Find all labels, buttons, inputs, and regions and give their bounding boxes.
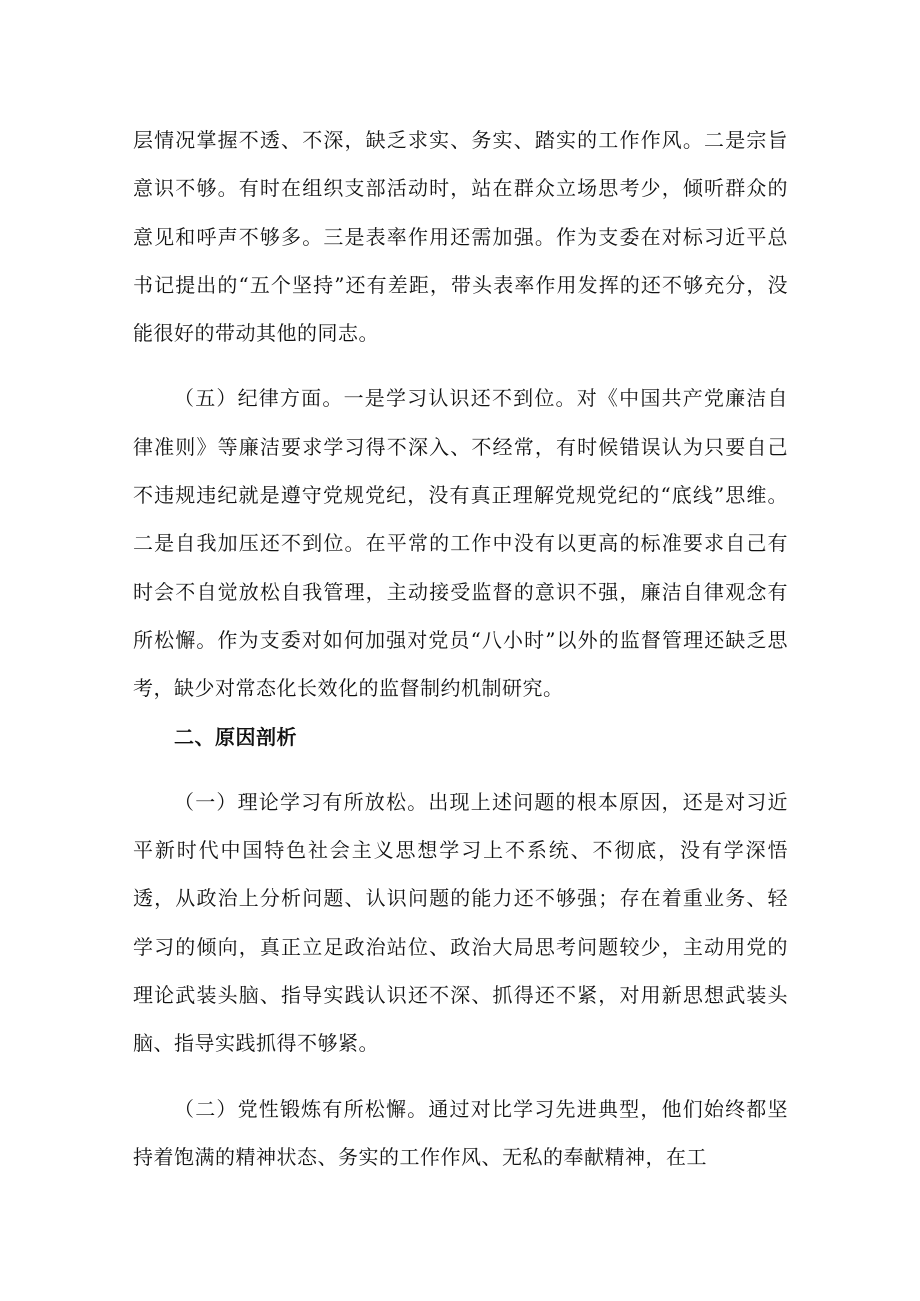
paragraph-continuation: 层情况掌握不透、不深，缺乏求实、务实、踏实的工作作风。二是宗旨意识不够。有时在组织支部活动时，站在群众立场思考少，倾听群众的意见和呼声不够多。三是表率作用还需加强。作为支委在对标习近平总书记提出的“五个坚持”还有差距，带头表率作用发挥的还不够充分，没能很好的带动其他的同志。 (133, 128, 788, 346)
paragraph-theory-study: （一）理论学习有所放松。出现上述问题的根本原因，还是对习近平新时代中国特色社会主义思想学习上不系统、不彻底，没有学深悟透，从政治上分析问题、认识问题的能力还不够强；存在着重业务、轻学习的倾向，真正立足政治站位、政治大局思考问题较少，主动用党的理论武装头脑、指导实践认识还不深、抓得还不紧，对用新思想武装头脑、指导实践抓得不够紧。 (133, 789, 788, 1056)
section-heading: 二、原因剖析 (174, 724, 297, 749)
paragraph-discipline: （五）纪律方面。一是学习认识还不到位。对《中国共产党廉洁自律准则》等廉洁要求学习得不深入、不经常，有时候错误认为只要自己不违规违纪就是遵守党规党纪，没有真正理解党规党纪的“底线”思维。二是自我加压还不到位。在平常的工作中没有以更高的标准要求自己有时会不自觉放松自我管理，主动接受监督的意识不强，廉洁自律观念有所松懈。作为支委对如何加强对党员“八小时”以外的监督管理还缺乏思考，缺少对常态化长效化的监督制约机制研究。 (133, 386, 788, 701)
paragraph-party-spirit: （二）党性锻炼有所松懈。通过对比学习先进典型，他们始终都坚持着饱满的精神状态、务实的工作作风、无私的奉献精神，在工 (133, 1096, 788, 1169)
document-body (133, 116, 788, 1181)
